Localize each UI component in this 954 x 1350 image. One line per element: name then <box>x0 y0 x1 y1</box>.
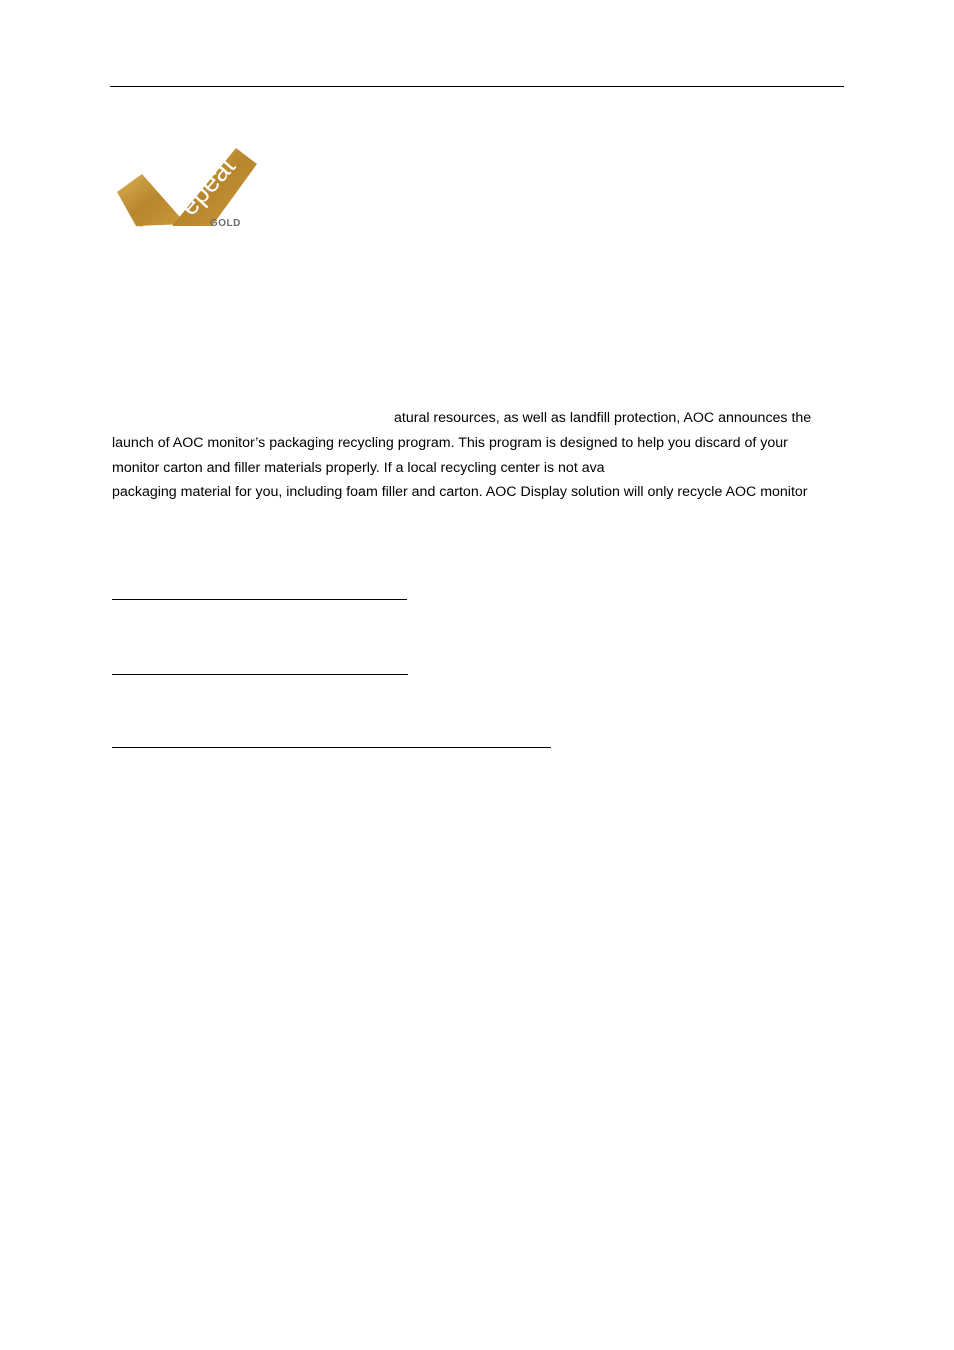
trademark-mark: TM <box>136 223 144 229</box>
gold-tier-label: GOLD <box>210 218 241 229</box>
epeat-gold-logo <box>114 144 264 234</box>
epeat-checkmark-icon <box>114 144 264 234</box>
underline-rule <box>112 599 407 600</box>
epeat-wordmark: epeat <box>173 150 242 222</box>
body-text-line: launch of AOC monitor’s packaging recycling program. This program is designed to help you discard of your <box>112 435 788 451</box>
underline-rule <box>112 674 408 675</box>
body-text-line: atural resources, as well as landfill protection, AOC announces the <box>394 410 812 426</box>
header-rule <box>110 86 844 87</box>
underline-rule <box>112 747 551 748</box>
body-text-line: packaging material for you, including foam filler and carton. AOC Display solution will only recycle AOC monitor <box>112 484 808 500</box>
body-text-line: monitor carton and filler materials properly. If a local recycling center is not ava <box>112 460 605 476</box>
